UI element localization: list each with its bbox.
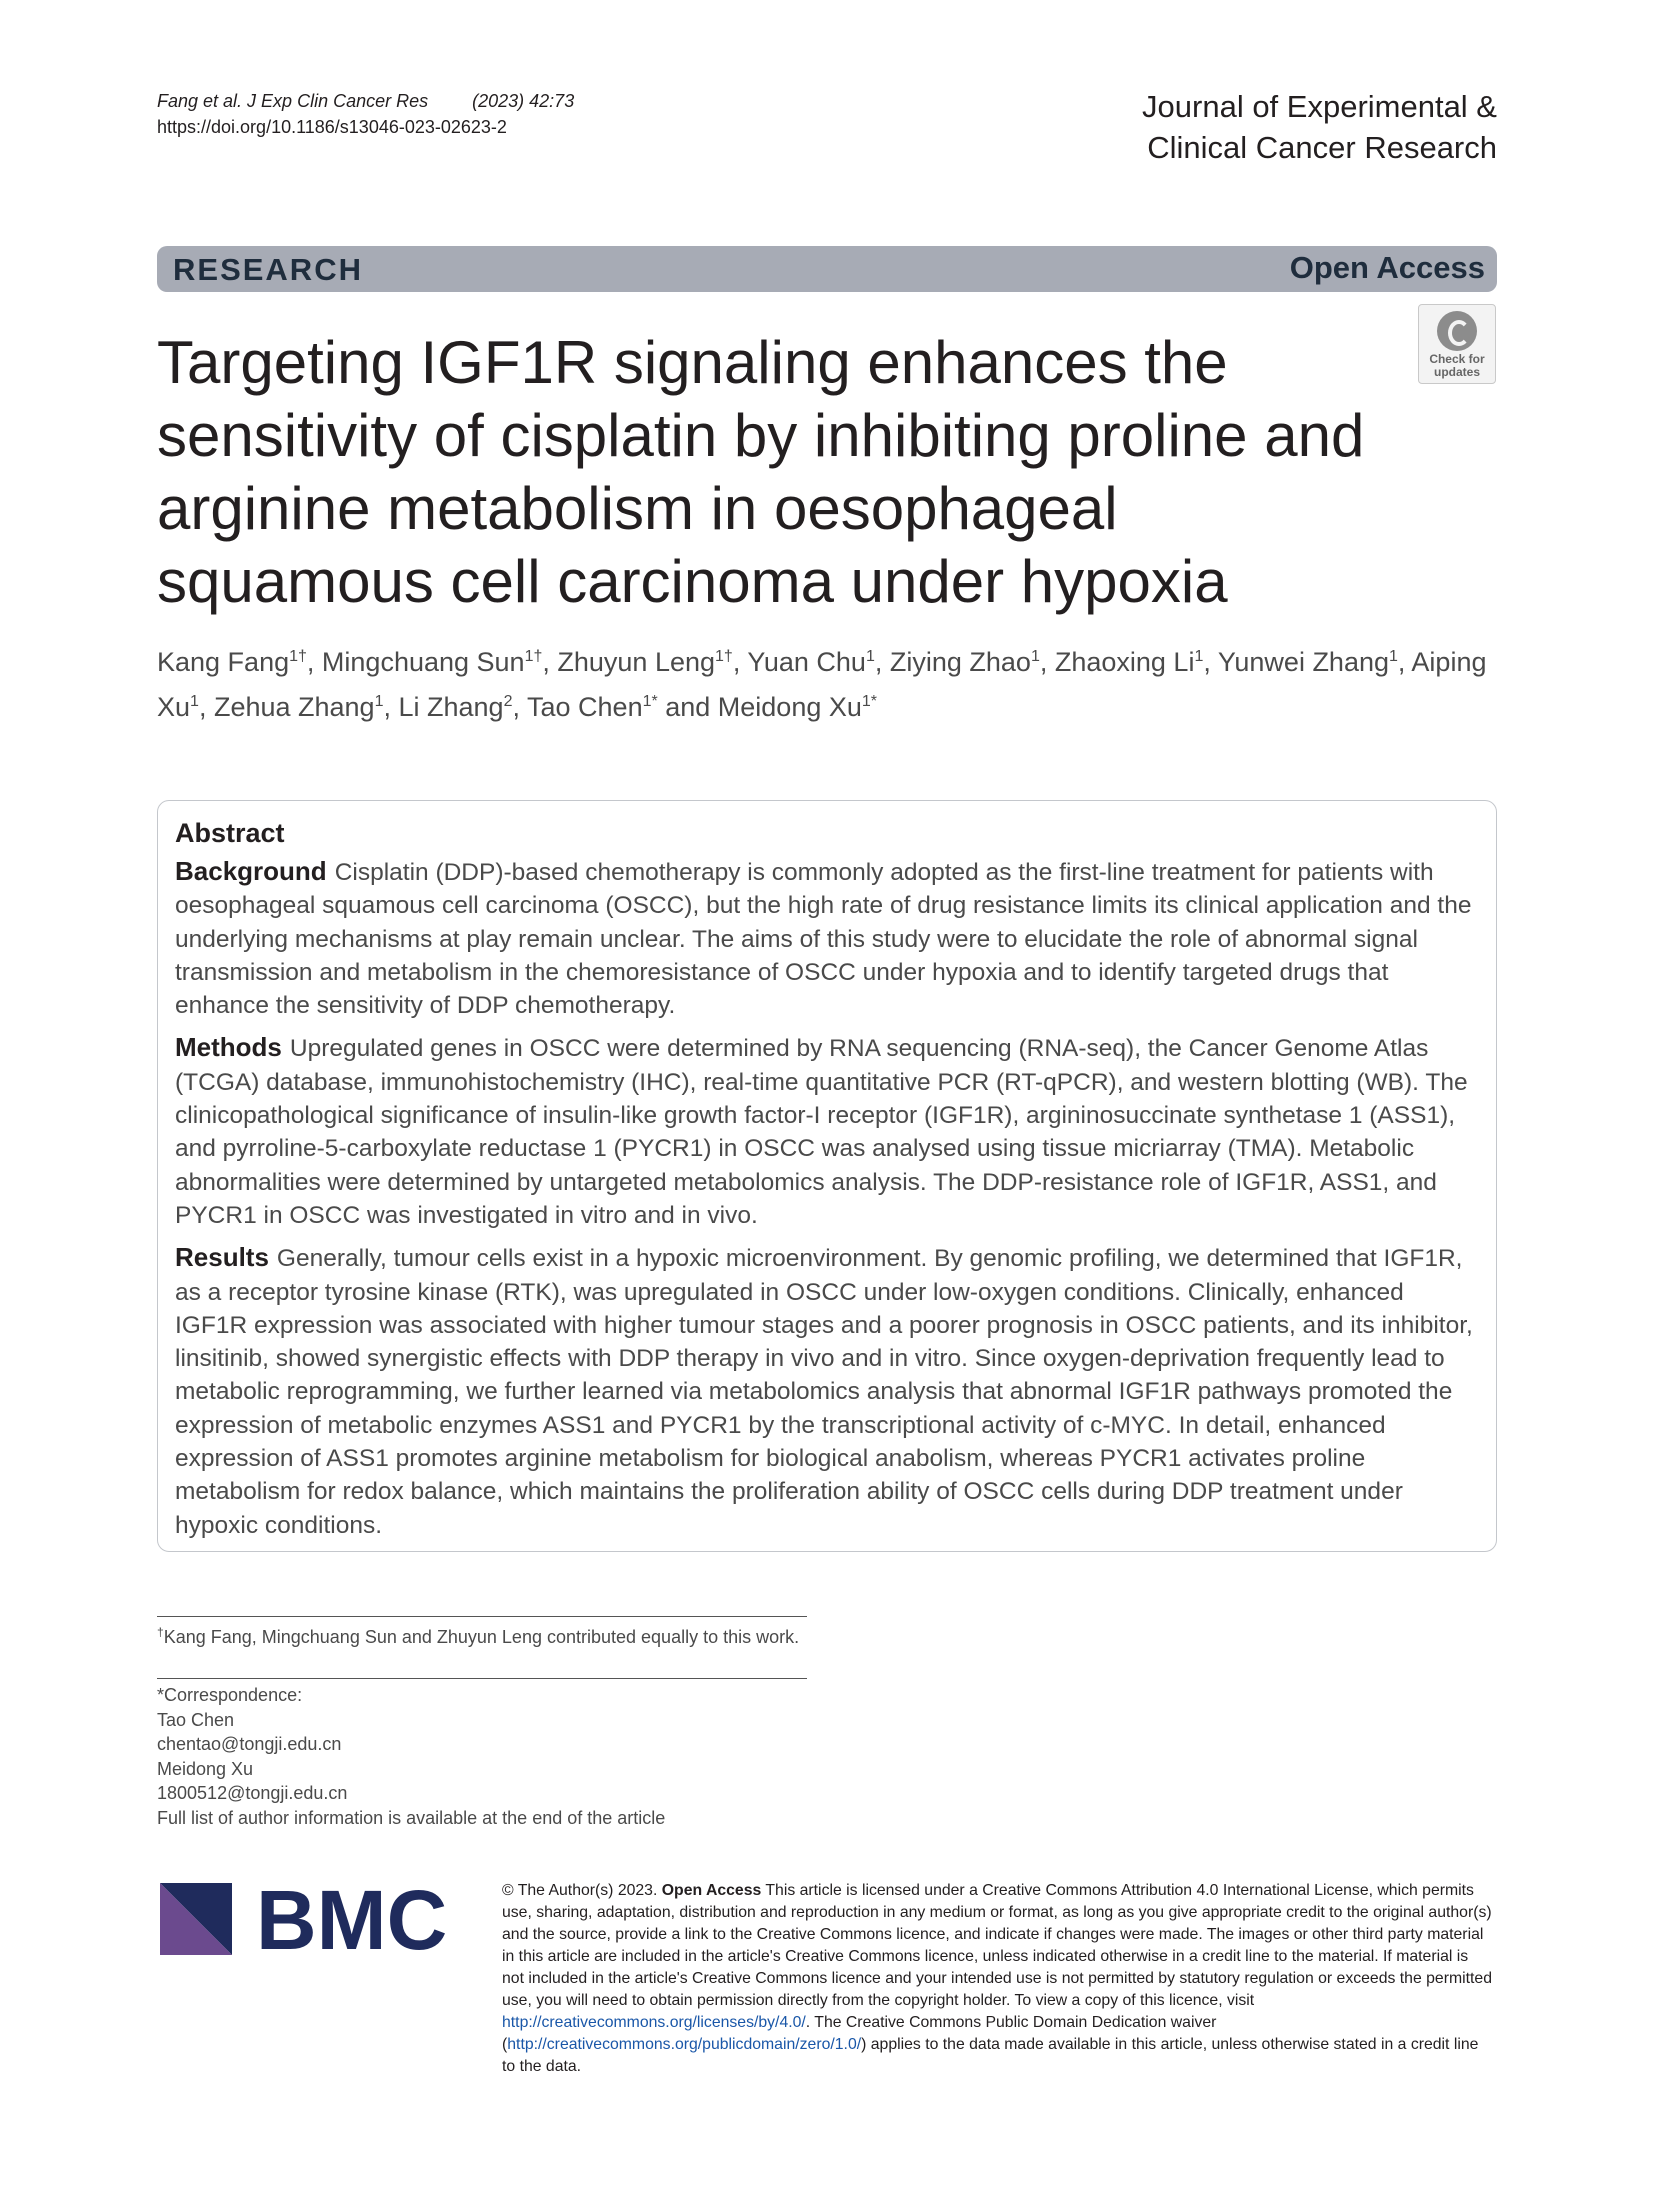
author-name: Yuan Chu: [747, 647, 866, 677]
correspondent-1-name: Tao Chen: [157, 1709, 235, 1730]
author-info-note: Full list of author information is available at the end of the article: [157, 1807, 666, 1828]
author-name: Li Zhang: [398, 692, 504, 722]
abstract-background: [175, 855, 1480, 1022]
license-text-2: . The Creative Commons Public Domain Dedication waiver (: [502, 2014, 1217, 2053]
copyright-text: © The Author(s) 2023.: [502, 1882, 658, 1899]
author-affiliation: 1†: [289, 648, 307, 665]
license-open-access-label: Open Access: [661, 1882, 762, 1899]
cc0-link[interactable]: http://creativecommons.org/publicdomain/zero/1.0/: [507, 2036, 862, 2053]
author-separator: ,: [1397, 647, 1412, 677]
author-separator: ,: [732, 647, 748, 677]
equal-contribution-note: [157, 1620, 807, 1650]
bmc-logo-text: BMC: [256, 1883, 448, 1955]
citation-authors: Fang et al. J Exp Clin Cancer Res: [157, 91, 429, 111]
journal-name: [1142, 86, 1497, 168]
abstract-heading: Abstract: [175, 818, 285, 848]
author-affiliation: 1†: [715, 648, 733, 665]
correspondence-block: [157, 1683, 807, 1830]
author-separator: ,: [383, 692, 399, 722]
author-affiliation: 1: [374, 693, 384, 710]
author-name: Mingchuang Sun: [321, 647, 525, 677]
results-text: Generally, tumour cells exist in a hypoxic microenvironment. By genomic profiling, we determined that IGF1R, as a receptor tyrosine kinase (RTK), was upregulated in OSCC under low-oxygen conditions. Clinically, enhanced IGF1R expression was associated with higher tumour stages and a poorer prognosis in OSCC patients, and its inhibitor, linsitinib, showed synergistic effects with DDP therapy in vivo and in vitro. Since oxygen-deprivation frequently lead to metabolic reprogramming, we further learned via metabolomics analysis that abnormal IGF1R pathways promoted the expression of metabolic enzymes ASS1 and PYCR1 by the transcriptional activity of c-MYC. In detail, enhanced expression of ASS1 promotes arginine metabolism for biological anabolism, whereas PYCR1 activates proline metabolism for redox balance, which maintains the proliferation ability of OSCC cells during DDP treatment under hypoxic conditions.: [175, 1245, 1473, 1539]
bmc-logo-icon: [160, 1883, 460, 1955]
author-affiliation: 1: [865, 648, 875, 665]
author-affiliation: 1: [1030, 648, 1040, 665]
author-separator: and: [657, 692, 718, 722]
journal-name-line-2: Clinical Cancer Research: [1147, 130, 1497, 165]
author-separator: ,: [1039, 647, 1055, 677]
footnote-divider-bottom: [157, 1678, 807, 1679]
abstract-results: [175, 1241, 1480, 1542]
author-affiliation: 2: [503, 693, 513, 710]
author-affiliation: 1*: [642, 693, 658, 710]
author-name: Zhuyun Leng: [557, 647, 716, 677]
author-affiliation: 1: [190, 693, 199, 710]
author-list: [157, 637, 1497, 727]
author-affiliation: 1†: [524, 648, 543, 665]
abstract-box: [157, 800, 1497, 1552]
check-for-updates-button[interactable]: [1418, 304, 1496, 384]
bmc-logo: [160, 1883, 460, 1955]
cc-by-link[interactable]: http://creativecommons.org/licenses/by/4.0/: [502, 2014, 806, 2031]
doi-link[interactable]: https://doi.org/10.1186/s13046-023-02623-2: [157, 117, 507, 137]
author-affiliation: 1*: [861, 693, 878, 710]
abstract-methods: [175, 1031, 1480, 1232]
article-type-bar: [157, 246, 1497, 292]
license-notice: [502, 1880, 1494, 2078]
license-text-1: This article is licensed under a Creative Commons Attribution 4.0 International License, which permits use, sharing, adaptation, distribution and reproduction in any medium or format, as long as you give appropriate credit to the original author(s) and the source, provide a link to the Creative Commons licence, and indicate if changes were made. The images or other third party material in this article are included in the article's Creative Commons licence, unless indicated otherwise in a credit line to the material. If material is not included in the article's Creative Commons licence and your intended use is not permitted by statutory regulation or exceeds the permitted use, you will need to obtain permission directly from the copyright holder. To view a copy of this licence, visit: [502, 1882, 1492, 2009]
license-text-3: ) applies to the data made available in this article, unless otherwise stated in a credit line to the data.: [502, 2036, 1479, 2075]
footnote-divider-top: [157, 1616, 807, 1617]
open-access-label: Open Access: [1289, 250, 1485, 285]
check-for-updates-line-2: updates: [1433, 365, 1480, 379]
author-separator: ,: [306, 647, 322, 677]
citation-header: [157, 88, 574, 140]
methods-label: Methods: [175, 1032, 282, 1063]
author-name: Tao Chen: [527, 692, 643, 722]
results-label: Results: [175, 1242, 269, 1273]
author-name: Meidong Xu: [717, 692, 862, 722]
author-name: Zhaoxing Li: [1054, 647, 1195, 677]
correspondence-label: *Correspondence:: [157, 1685, 303, 1705]
dagger-mark: †: [157, 1625, 164, 1639]
author-separator: ,: [874, 647, 890, 677]
check-for-updates-icon: [1437, 311, 1477, 351]
article-type-label: RESEARCH: [173, 252, 363, 287]
author-separator: ,: [512, 692, 527, 722]
author-name: Yunwei Zhang: [1217, 647, 1389, 677]
author-name: Ziying Zhao: [889, 647, 1031, 677]
correspondent-2-email[interactable]: 1800512@tongji.edu.cn: [157, 1783, 348, 1803]
journal-name-line-1: Journal of Experimental &: [1142, 89, 1497, 124]
author-name: Aiping Xu: [157, 647, 1487, 722]
citation-year-volume: (2023) 42:73: [472, 91, 575, 111]
article-title: Targeting IGF1R signaling enhances the sensitivity of cisplatin by inhibiting proline and arginine metabolism in oesophageal squamous cell carcinoma under hypoxia: [157, 329, 1365, 615]
author-name: Kang Fang: [157, 647, 290, 677]
methods-text: Upregulated genes in OSCC were determined by RNA sequencing (RNA-seq), the Cancer Genome Atlas (TCGA) database, immunohistochemistry (IHC), real-time quantitative PCR (RT-qPCR), and western blotting (WB). The clinicopathological significance of insulin-like growth factor-I receptor (IGF1R), argininosuccinate synthetase 1 (ASS1), and pyrroline-5-carboxylate reductase 1 (PYCR1) in OSCC was analysed using tissue micriarray (TMA). Metabolic abnormalities were determined by untargeted metabolomics analysis. The DDP-resistance role of IGF1R, ASS1, and PYCR1 in OSCC was investigated in vitro and in vivo.: [175, 1035, 1468, 1229]
author-separator: ,: [198, 692, 214, 722]
correspondent-2-name: Meidong Xu: [157, 1758, 254, 1779]
author-separator: ,: [542, 647, 558, 677]
background-label: Background: [175, 856, 327, 886]
author-name: Zehua Zhang: [213, 692, 375, 722]
correspondent-1-email[interactable]: chentao@tongji.edu.cn: [157, 1734, 342, 1754]
equal-contribution-text: Kang Fang, Mingchuang Sun and Zhuyun Leng contributed equally to this work.: [163, 1627, 800, 1647]
author-affiliation: 1: [1194, 648, 1204, 665]
background-text: Cisplatin (DDP)-based chemotherapy is commonly adopted as the first-line treatment for patients with oesophageal squamous cell carcinoma (OSCC), but the high rate of drug resistance limits its clinical application and the underlying mechanisms at play remain unclear. The aims of this study were to elucidate the role of abnormal signal transmission and metabolism in the chemoresistance of OSCC under hypoxia and to identify targeted drugs that enhance the sensitivity of DDP chemotherapy.: [175, 859, 1472, 1020]
check-for-updates-line-1: Check for: [1429, 352, 1485, 366]
author-separator: ,: [1203, 647, 1218, 677]
author-affiliation: 1: [1389, 648, 1398, 665]
